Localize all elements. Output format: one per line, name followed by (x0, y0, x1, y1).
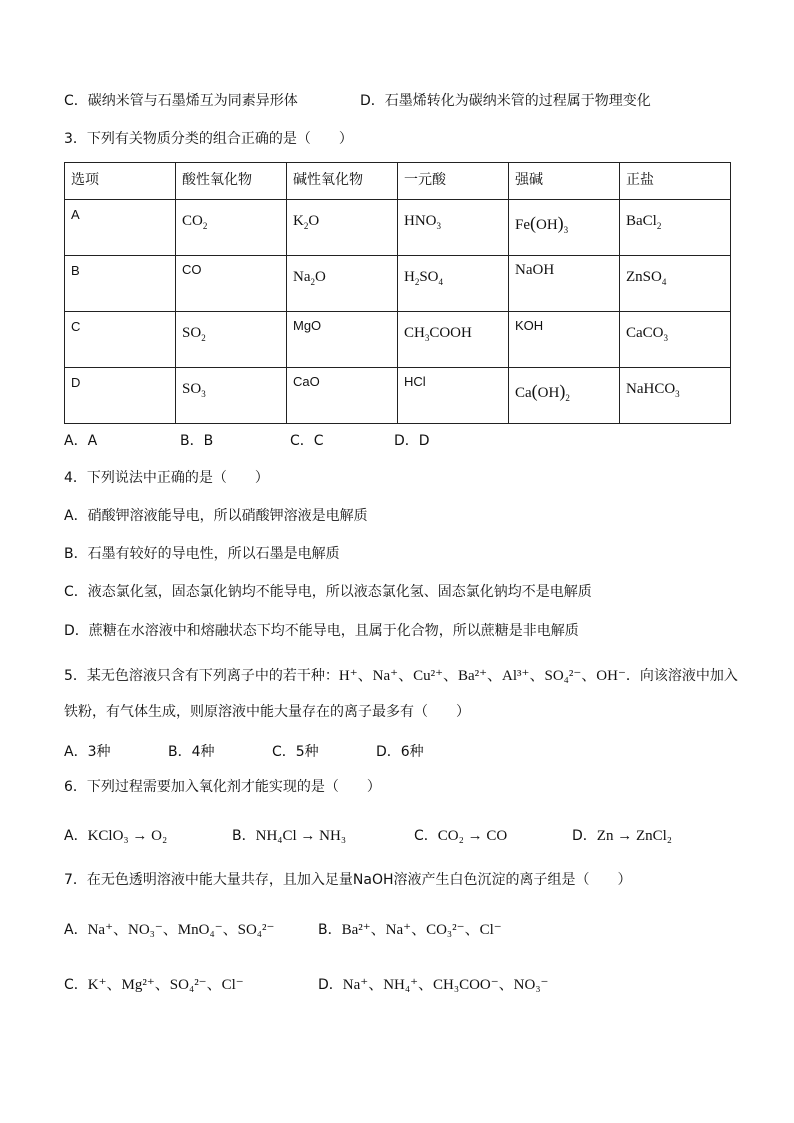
q6-choice-b[interactable]: B．NH₄Cl → NH₃ (232, 828, 347, 844)
q6-choice-a-formula: KClO₃ → O₂ (87, 828, 168, 844)
header-basic-oxide: 碱性氧化物 (287, 163, 398, 200)
row-label: D (71, 375, 81, 390)
row-label: C (71, 319, 81, 334)
q3-choice-b[interactable]: B．B (180, 433, 214, 449)
header-acidic-oxide: 酸性氧化物 (176, 163, 287, 200)
formula-cell: $HNO_3$ (404, 213, 441, 231)
table-header-row (65, 163, 731, 200)
formula-cell: $Fe(OH)_3$ (515, 213, 569, 235)
q3-stem: 3．下列有关物质分类的组合正确的是（ ） (64, 131, 353, 147)
formula-cell: NaHCO$_3$ (626, 381, 680, 399)
row-label: A (71, 207, 80, 222)
q6-choice-d[interactable]: D．Zn → ZnCl₂ (572, 828, 673, 844)
q7-choice-b[interactable]: B．Ba²⁺、Na⁺、CO₃²⁻、Cl⁻ (318, 922, 502, 938)
q4-option-c[interactable]: C．液态氯化氢，固态氯化钠均不能导电，所以液态氯化氢、固态氯化钠均不是电解质 (64, 584, 592, 600)
table-row (65, 368, 731, 424)
q6-choice-d-formula: Zn → ZnCl₂ (596, 828, 673, 844)
formula-cell: $Na_2O$ (293, 269, 326, 287)
q5-choice-d[interactable]: D．6种 (376, 744, 424, 760)
q6-choice-b-formula: NH₄Cl → NH₃ (255, 828, 347, 844)
q7-choice-b-ions: Ba²⁺、Na⁺、CO₃²⁻、Cl⁻ (341, 922, 502, 938)
q4-option-a[interactable]: A．硝酸钾溶液能导电，所以硝酸钾溶液是电解质 (64, 508, 368, 524)
q4-option-b[interactable]: B．石墨有较好的导电性，所以石墨是电解质 (64, 546, 340, 562)
q6-choice-a[interactable]: A．KClO₃ → O₂ (64, 828, 168, 844)
formula-cell: $K_2O$ (293, 213, 320, 231)
table-row (65, 256, 731, 312)
formula-cell: CO (182, 262, 202, 277)
header-monoprotic-acid: 一元酸 (398, 163, 509, 200)
q3-choice-c[interactable]: C．C (290, 433, 324, 449)
formula-cell: $CO_2$ (182, 213, 208, 231)
q7-choice-d-ions: Na⁺、NH₄⁺、CH₃COO⁻、NO₃⁻ (342, 977, 549, 993)
q7-choice-c-ions: K⁺、Mg²⁺、SO₄²⁻、Cl⁻ (87, 977, 244, 993)
q4-option-d[interactable]: D．蔗糖在水溶液中和熔融状态下均不能导电，且属于化合物，所以蔗糖是非电解质 (64, 623, 579, 639)
formula-cell: HCl (404, 374, 426, 389)
formula-cell: $Ca(OH)_2$ (515, 381, 570, 403)
q7-choice-a-ions: Na⁺、NO₃⁻、MnO₄⁻、SO₄²⁻ (87, 922, 275, 938)
q2-option-d: D．石墨烯转化为碳纳米管的过程属于物理变化 (360, 93, 651, 109)
q5-stem-suffix: ．向该溶液中加入 (625, 668, 738, 684)
q5-choice-a[interactable]: A．3种 (64, 744, 111, 760)
q7-choice-d[interactable]: D．Na⁺、NH₄⁺、CH₃COO⁻、NO₃⁻ (318, 977, 549, 993)
formula-cell: $SO_3$ (182, 381, 206, 399)
q5-ion-list: H⁺、Na⁺、Cu²⁺、Ba²⁺、Al³⁺、SO₄²⁻、OH⁻ (338, 668, 626, 684)
q6-choice-c[interactable]: C．CO₂ → CO (414, 828, 508, 844)
formula-cell: CaO (293, 374, 320, 389)
formula-cell: CaCO$_3$ (626, 325, 668, 343)
q3-classification-table (64, 162, 731, 424)
q5-stem-prefix: 5．某无色溶液只含有下列离子中的若干种： (64, 668, 339, 684)
q5-choice-c[interactable]: C．5种 (272, 744, 319, 760)
formula-cell: MgO (293, 318, 322, 333)
formula-cell: $H_2SO_4$ (404, 269, 444, 287)
q6-choice-c-formula: CO₂ → CO (437, 828, 508, 844)
q5-stem-line2: 铁粉，有气体生成，则原溶液中能大量存在的离子最多有（ ） (64, 704, 470, 720)
row-label: B (71, 263, 80, 278)
q7-choice-c[interactable]: C．K⁺、Mg²⁺、SO₄²⁻、Cl⁻ (64, 977, 244, 993)
table-row (65, 312, 731, 368)
header-strong-base: 强碱 (509, 163, 620, 200)
formula-cell: ZnSO$_4$ (626, 269, 667, 287)
formula-cell: $CH_3COOH$ (404, 325, 472, 343)
q2-option-c: C．碳纳米管与石墨烯互为同素异形体 (64, 93, 298, 109)
formula-cell: BaCl$_2$ (626, 213, 662, 231)
q6-stem: 6．下列过程需要加入氧化剂才能实现的是（ ） (64, 779, 381, 795)
formula-cell: $SO_2$ (182, 325, 206, 343)
q5-choice-b[interactable]: B．4种 (168, 744, 215, 760)
q4-stem: 4．下列说法中正确的是（ ） (64, 470, 269, 486)
q5-stem-line1 (64, 667, 738, 685)
formula-cell: KOH (515, 318, 544, 333)
formula-cell: NaOH (515, 262, 555, 278)
table-row (65, 200, 731, 256)
q7-choice-a[interactable]: A．Na⁺、NO₃⁻、MnO₄⁻、SO₄²⁻ (64, 922, 275, 938)
q3-choice-a[interactable]: A．A (64, 433, 98, 449)
header-option: 选项 (65, 163, 176, 200)
q7-stem: 7．在无色透明溶液中能大量共存，且加入足量NaOH溶液产生白色沉淀的离子组是（ ） (64, 872, 632, 888)
q3-choice-d[interactable]: D．D (394, 433, 430, 449)
header-normal-salt: 正盐 (620, 163, 731, 200)
